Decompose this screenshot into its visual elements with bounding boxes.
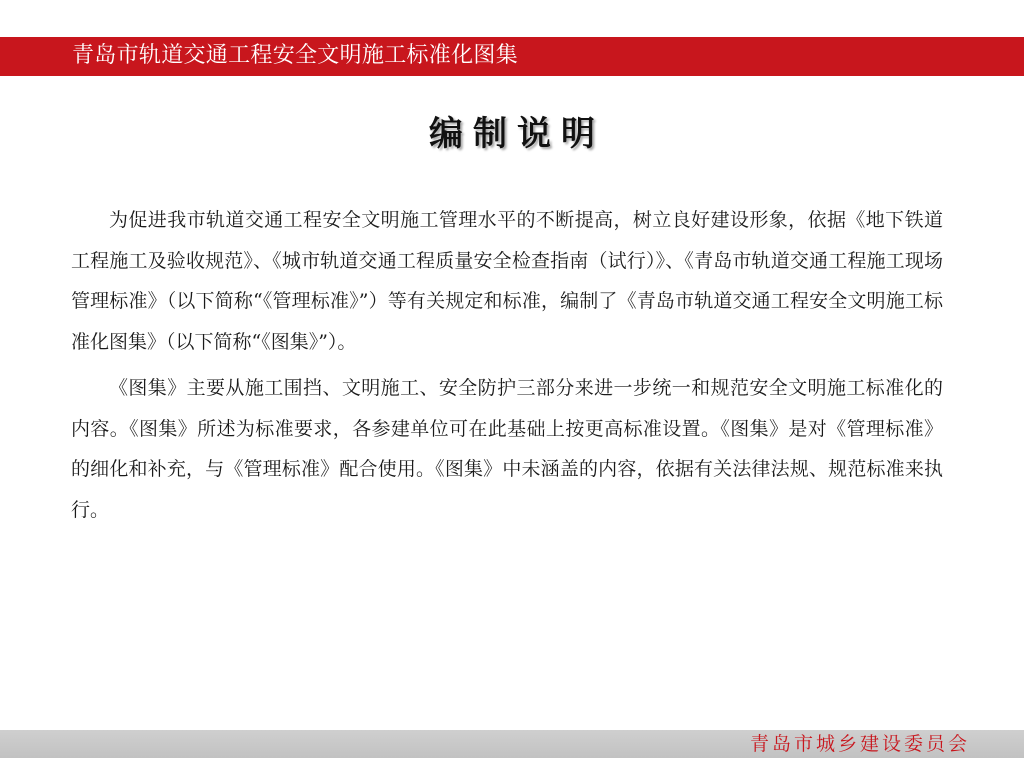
paragraph-intro: 为促进我市轨道交通工程安全文明施工管理水平的不断提高，树立良好建设形象，依据《地下铁道工程施工及验收规范》、《城市轨道交通工程质量安全检查指南（试行）》、《青岛市轨道交通工程施工现场管理标准》（以下简称“《管理标准》”）等有关规定和标准，编制了《青岛市轨道交通工程安全文明施工标准化图集》（以下简称“《图集》”）。 [71, 209, 943, 353]
paragraph-scope: 《图集》主要从施工围挡、文明施工、安全防护三部分来进一步统一和规范安全文明施工标准化的内容。《图集》所述为标准要求，各参建单位可在此基础上按更高标准设置。《图集》是对《管理标准》的细化和补充，与《管理标准》配合使用。《图集》中未涵盖的内容，依据有关法律法规、规范标准来执行。 [71, 377, 943, 521]
document-body [71, 200, 943, 536]
footer-organization: 青岛市城乡建设委员会 [749, 733, 970, 755]
header-bar [0, 37, 1024, 76]
header-title: 青岛市轨道交通工程安全文明施工标准化图集 [72, 43, 519, 68]
page-title: 编制说明 [429, 114, 605, 154]
footer-bar [0, 730, 1024, 758]
